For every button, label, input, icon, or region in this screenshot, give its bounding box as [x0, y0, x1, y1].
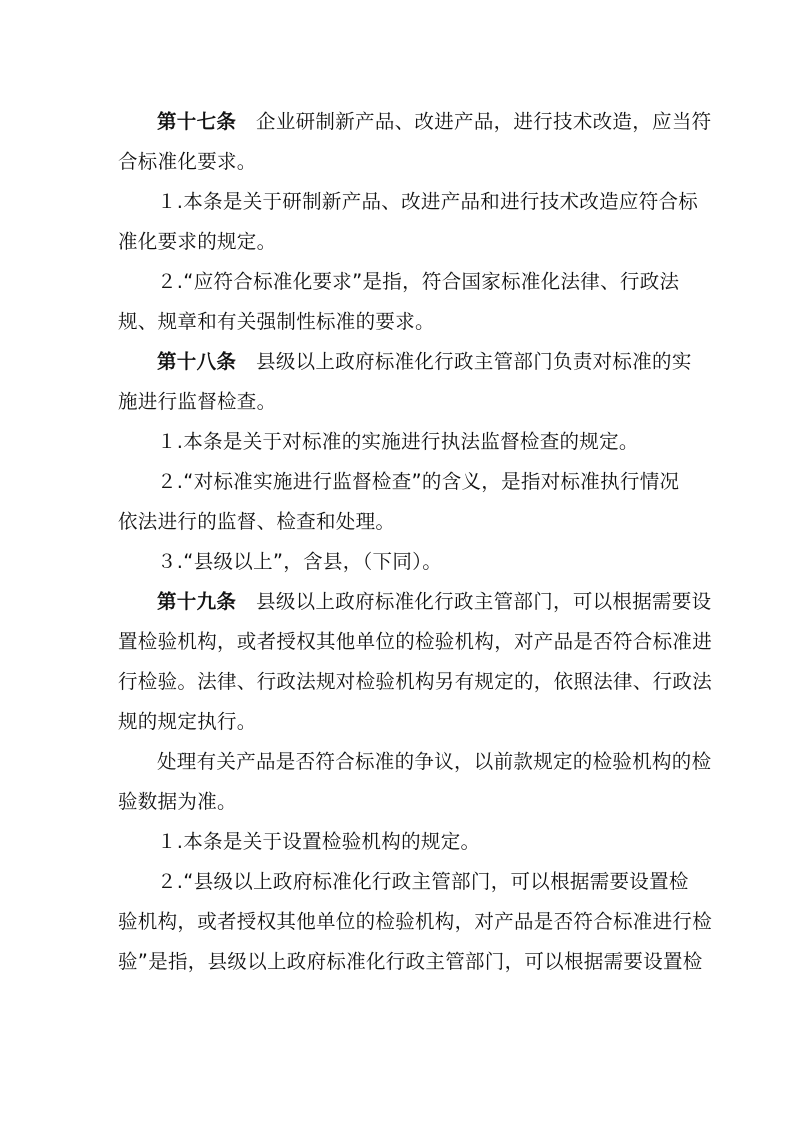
article-19-text: 县级以上政府标准化行政主管部门，可以根据需要设 [256, 590, 712, 613]
text-line: 验机构，或者授权其他单位的检验机构，对产品是否符合标准进行检 [118, 910, 713, 933]
text-line: 置检验机构，或者授权其他单位的检验机构，对产品是否符合标准进 [118, 630, 713, 653]
article-19-heading: 第十九条 [157, 590, 237, 613]
article-17-heading: 第十七条 [157, 110, 237, 133]
article-18-text: 县级以上政府标准化行政主管部门负责对标准的实 [256, 350, 692, 373]
text-line: ２.“县级以上政府标准化行政主管部门，可以根据需要设置检 [157, 870, 689, 893]
text-line: １.本条是关于研制新产品、改进产品和进行技术改造应符合标 [157, 190, 699, 213]
text-line: 行检验。法律、行政法规对检验机构另有规定的，依照法律、行政法 [118, 670, 713, 693]
article-17-text: 企业研制新产品、改进产品，进行技术改造，应当符 [256, 110, 712, 133]
text-line: ２.“应符合标准化要求”是指，符合国家标准化法律、行政法 [157, 270, 680, 293]
text-line: 验数据为准。 [118, 790, 237, 813]
text-line: １.本条是关于设置检验机构的规定。 [157, 830, 481, 853]
text-line: １.本条是关于对标准的实施进行执法监督检查的规定。 [157, 430, 639, 453]
text-line: 合标准化要求。 [118, 150, 257, 173]
text-line: 施进行监督检查。 [118, 390, 277, 413]
text-line: ３.“县级以上”，含县，（下同）。 [157, 550, 443, 573]
text-line: 准化要求的规定。 [118, 230, 277, 253]
article-19-line-1 [157, 590, 712, 614]
article-18-line-1 [157, 350, 692, 374]
article-18-heading: 第十八条 [157, 350, 237, 373]
article-17-line-1 [157, 110, 712, 134]
text-line: 依法进行的监督、检查和处理。 [118, 510, 396, 533]
text-line: 验”是指，县级以上政府标准化行政主管部门，可以根据需要设置检 [118, 950, 703, 973]
text-line: ２.“对标准实施进行监督检查”的含义，是指对标准执行情况 [157, 470, 680, 493]
text-line: 规的规定执行。 [118, 710, 257, 733]
text-line: 处理有关产品是否符合标准的争议，以前款规定的检验机构的检 [157, 750, 712, 773]
text-line: 规、规章和有关强制性标准的要求。 [118, 310, 435, 333]
